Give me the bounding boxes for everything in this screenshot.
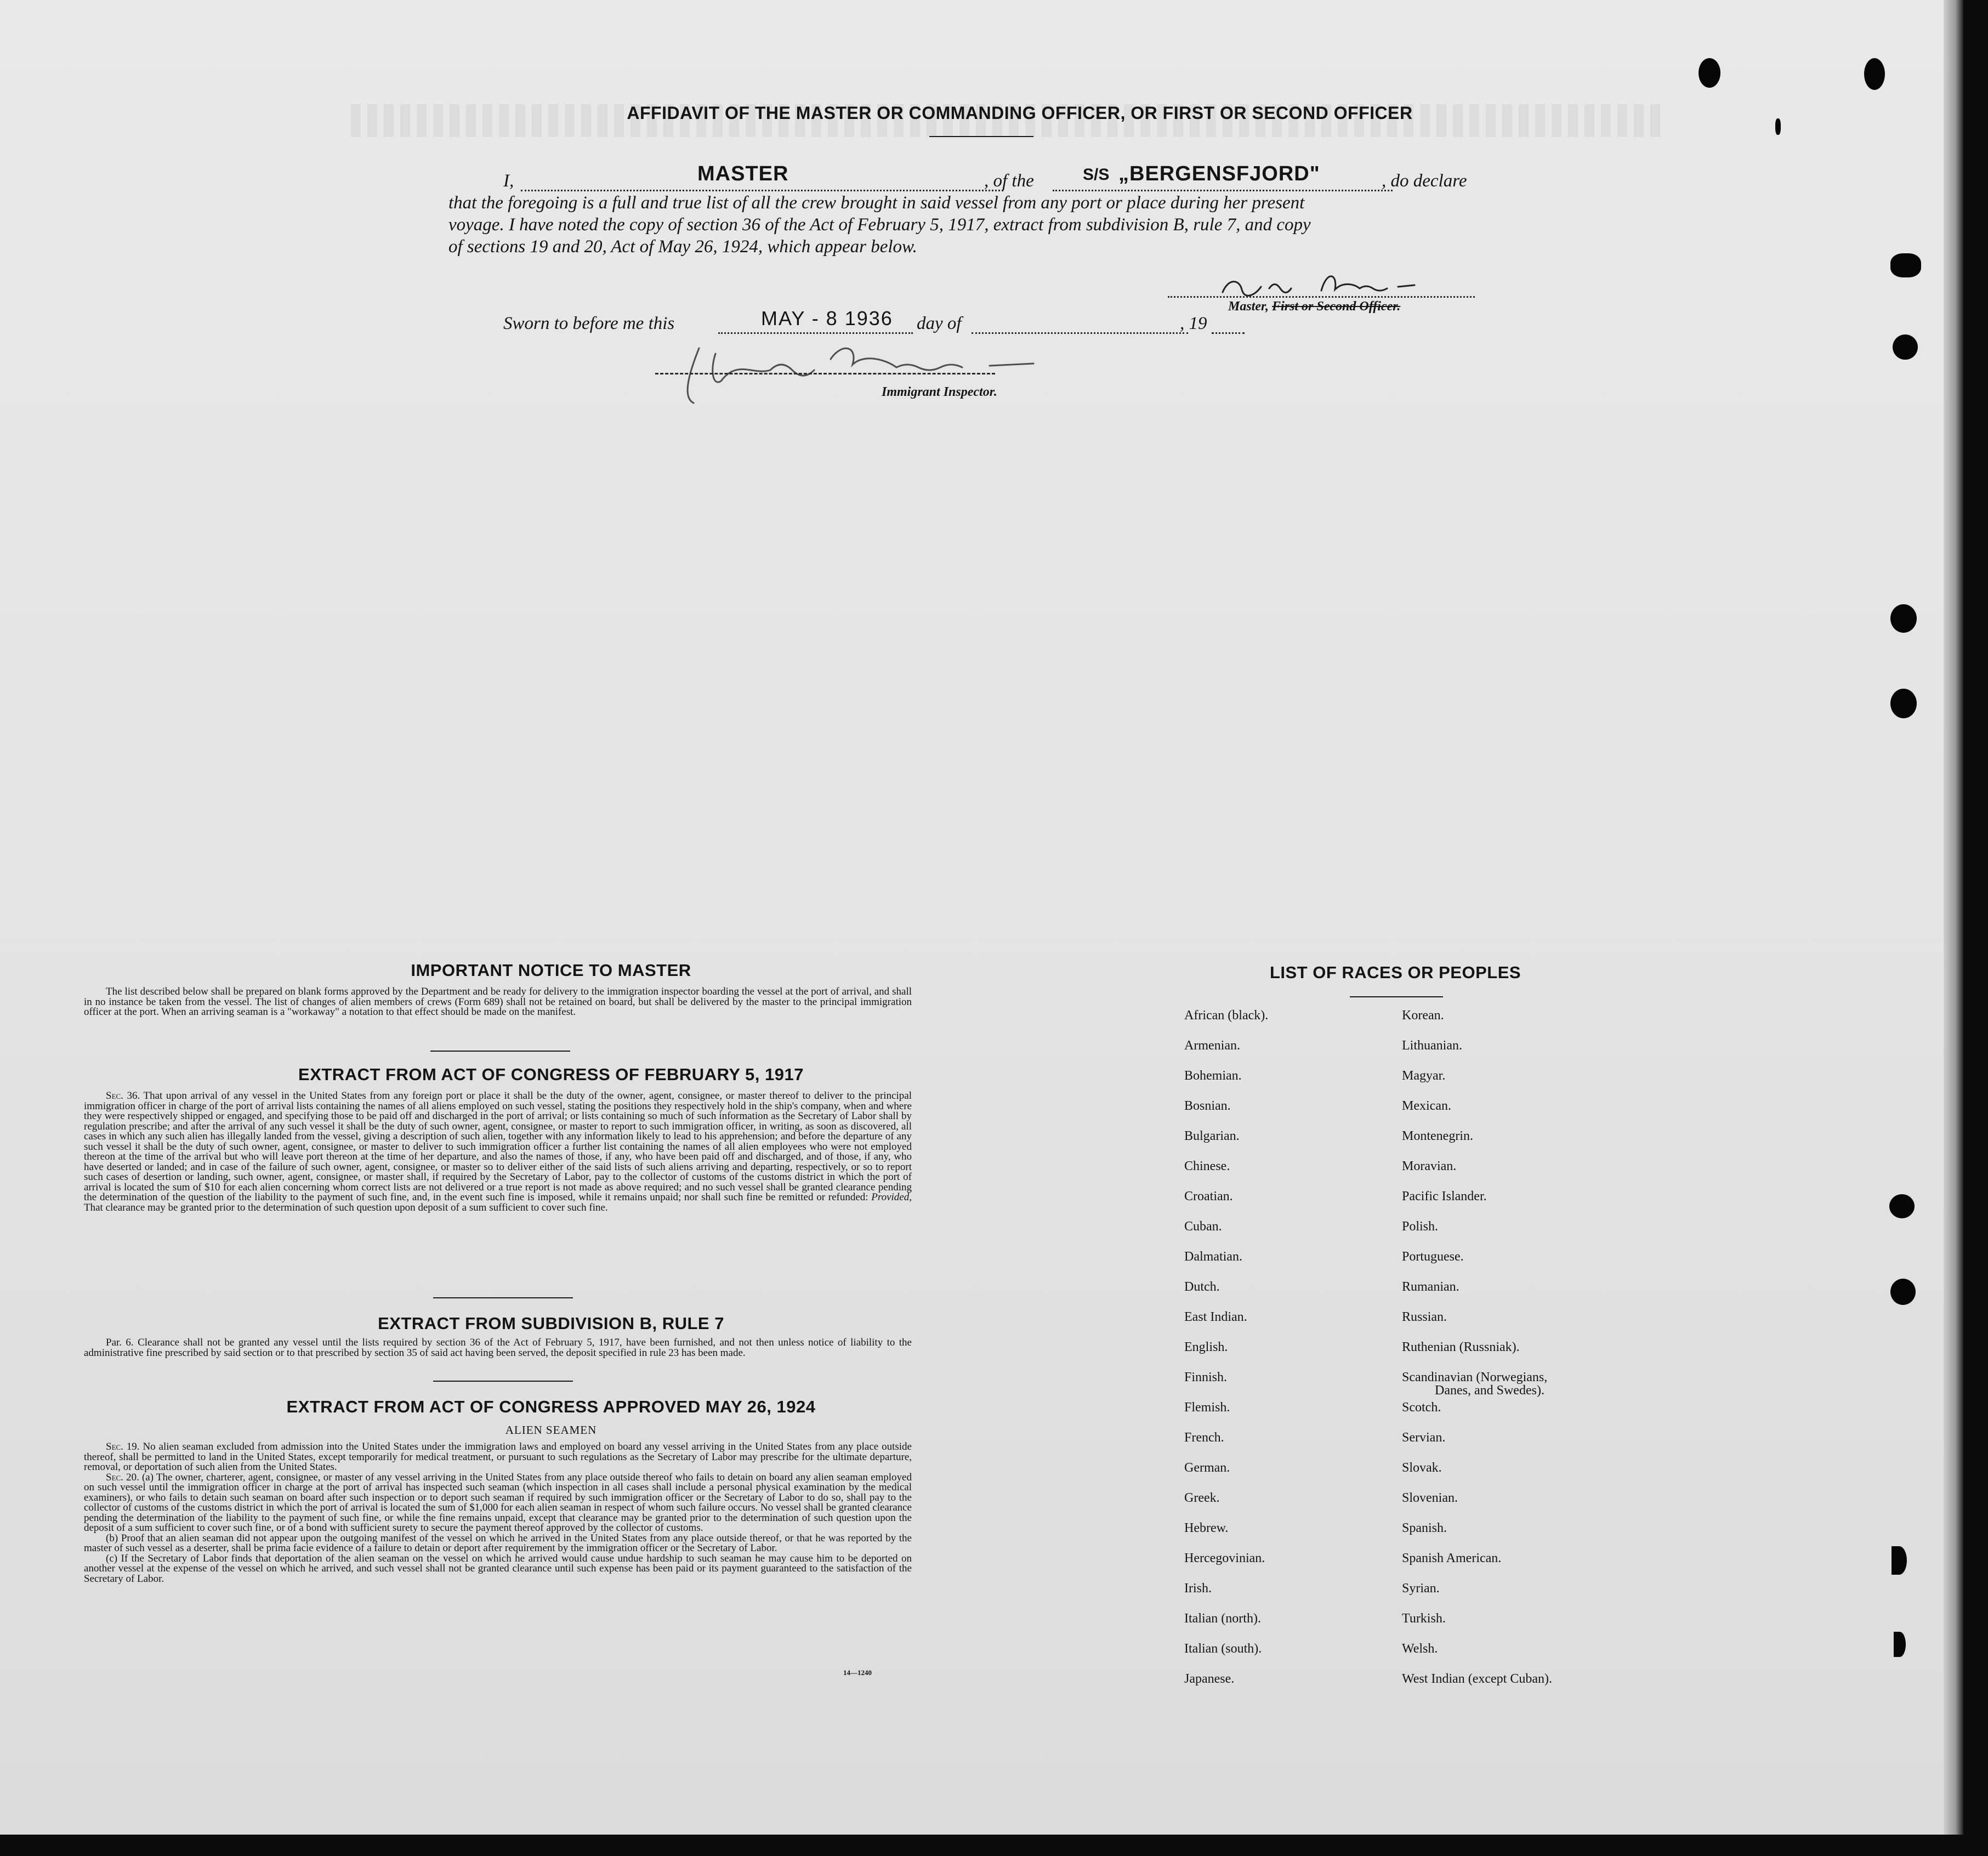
race-item: Hercegovinian. (1184, 1551, 1265, 1565)
race-item: Korean. (1402, 1008, 1444, 1023)
day-of-label: day of (917, 314, 962, 333)
punch-hole (1890, 253, 1921, 277)
race-item: Italian (north). (1184, 1611, 1261, 1626)
vessel-name: „BERGENSFJORD" (1118, 162, 1320, 185)
affidavit-body-line-2: voyage. I have noted the copy of section 36 of the Act of February 5, 1917, extract from subdivision B, rule 7, and copy (448, 215, 1311, 235)
rank-field-line (521, 190, 1003, 191)
race-item: Rumanian. (1402, 1280, 1459, 1294)
rule-7-title: EXTRACT FROM SUBDIVISION B, RULE 7 (378, 1314, 724, 1333)
inspector-signature-line (655, 373, 995, 374)
section-20b (84, 1534, 912, 1554)
race-item: East Indian. (1184, 1310, 1247, 1324)
section-20a-text: (a) The owner, charterer, agent, consignee, or master of any vessel arriving in the United States from any place outside thereof who fails to detain on board any alien seaman employed on such vessel until the immigration officer in charge at the port of arrival has inspected such seaman (which inspection in all cases shall include a personal physical examination by the medical examiners), or who fails to detain such seaman on board after such inspection or to deport such seaman if required by such immigration officer or the Secretary of Labor to do so, shall pay to the collector of customs of the customs district in which the port of arrival is located the sum of $1,000 for each alien seaman in respect of whom such failure occurs. No vessel shall be granted clearance pending the determination of the liability to the payment of such fine, or while the fine remains unpaid, except that clearance may be granted prior to the determination of such question upon the deposit of a sum sufficient to cover such fine, or of a bond with sufficient surety to secure the payment thereof approved by the collector of customs. (84, 1471, 912, 1534)
punch-mark (1775, 118, 1781, 135)
page-edge-shadow (1944, 0, 1963, 1835)
race-item: Spanish. (1402, 1521, 1447, 1535)
extract-1924-title: EXTRACT FROM ACT OF CONGRESS APPROVED MAY 26, 1924 (286, 1397, 816, 1416)
race-item: Ruthenian (Russniak). (1402, 1340, 1520, 1354)
affidavit-body-line-3: of sections 19 and 20, Act of May 26, 1924, which appear below. (448, 237, 917, 257)
race-item: Montenegrin. (1402, 1129, 1473, 1143)
race-item: Polish. (1402, 1219, 1439, 1234)
provided-label: Provided, (871, 1191, 912, 1203)
punch-hole (1892, 1546, 1907, 1575)
rule-7-text: Par. 6. Clearance shall not be granted any vessel until the lists required by section 36 of the Act of February 5, 1917, have been furnished, and not then unless notice of liability to the administrative fine prescribed by said section or to that prescribed by section 35 of said act having been served, the deposit specified in rule 23 has been made. (84, 1337, 912, 1359)
race-item: Portuguese. (1402, 1250, 1464, 1264)
race-item: Croatian. (1184, 1189, 1233, 1204)
race-item: Magyar. (1402, 1069, 1446, 1083)
punch-hole (1699, 58, 1720, 88)
extract-1917-title: EXTRACT FROM ACT OF CONGRESS OF FEBRUARY 5, 1917 (298, 1065, 804, 1084)
race-item: Flemish. (1184, 1400, 1230, 1415)
race-item: Welsh. (1402, 1642, 1438, 1656)
race-item: Dutch. (1184, 1280, 1220, 1294)
race-item: German. (1184, 1461, 1230, 1475)
race-item: Chinese. (1184, 1159, 1230, 1173)
master-label (1228, 299, 1400, 314)
race-item: Servian. (1402, 1431, 1446, 1445)
race-item: Cuban. (1184, 1219, 1222, 1234)
affidavit-title: AFFIDAVIT OF THE MASTER OR COMMANDING OFFICER, OR FIRST OR SECOND OFFICER (627, 103, 1413, 123)
punch-hole (1890, 689, 1917, 718)
year-line (1212, 332, 1245, 334)
race-item: Finnish. (1184, 1370, 1228, 1384)
section-20c-text: (c) If the Secretary of Labor finds that deportation of the alien seaman on the vessel on which he arrived would cause undue hardship to such seaman he may cause him to be deported on another vessel at the expense of the vessel on which he arrived, and such vessel shall not be granted clearance until such expense has been paid or its payment guaranteed to the satisfaction of the Secretary of Labor. (84, 1552, 912, 1585)
section-19-text: No alien seaman excluded from admission into the United States under the immigration laws and employed on board any vessel arriving in the United States from any place outside thereof, shall be permitted to land in the United States, except temporarily for medical treatment, or pursuant to such regulations as the Secretary of Labor may prescribe for the ultimate departure, removal, or deportation of such alien from the United States. (84, 1441, 912, 1473)
race-item: African (black). (1184, 1008, 1269, 1023)
rank-value: MASTER (697, 162, 789, 185)
sworn-label: Sworn to before me this (503, 314, 675, 333)
race-item: West Indian (except Cuban). (1402, 1672, 1552, 1686)
race-item: Russian. (1402, 1310, 1447, 1324)
section-36-label: Sec. 36. (106, 1090, 140, 1102)
notice-divider (430, 1051, 570, 1052)
vessel-field-line (1053, 190, 1393, 191)
notice-title: IMPORTANT NOTICE TO MASTER (411, 961, 691, 980)
race-item: Syrian. (1402, 1581, 1440, 1596)
race-item: Moravian. (1402, 1159, 1457, 1173)
section-19 (84, 1442, 912, 1473)
races-list (1184, 1009, 1579, 1702)
race-item: Dalmatian. (1184, 1250, 1242, 1264)
extract-1917-body (84, 1091, 912, 1213)
rule-7-divider (433, 1381, 573, 1382)
section-20b-text: (b) Proof that an alien seaman did not appear upon the outgoing manifest of the vessel on which he arrived in the United States from any place outside thereof, or that he was reported by the master of such vessel as a deserter, shall be prima facie evidence of a failure to detain or deport after requirement by the immigration officer or the Secretary of Labor. (84, 1532, 912, 1554)
notice-body-text: The list described below shall be prepared on blank forms approved by the Department and be ready for delivery to the immigration inspector boarding the vessel at the port of arrival, and shall in no instance be taken from the vessel. The list of changes of alien members of crews (Form 689) shall not be retained on board, but shall be delivered by the master to the principal immigration officer at the port. When an arriving seaman is a "workaway" a notation to that effect should be made on the manifest. (84, 986, 912, 1018)
sworn-date-stamp: MAY - 8 1936 (761, 307, 893, 330)
section-20c (84, 1554, 912, 1585)
race-item: Turkish. (1402, 1611, 1446, 1626)
struck-officer-label: First or Second Officer. (1272, 299, 1401, 314)
race-item: Spanish American. (1402, 1551, 1502, 1565)
master-label-text: Master, (1228, 299, 1269, 314)
day-of-line (972, 332, 1188, 334)
master-signature (1217, 268, 1436, 300)
race-item: Greek. (1184, 1491, 1220, 1505)
vessel-prefix: S/S (1083, 166, 1110, 184)
punch-hole (1894, 1632, 1906, 1657)
do-declare-label: , do declare (1382, 171, 1467, 191)
section-20-label: Sec. 20. (106, 1471, 139, 1483)
extract-1924-body (84, 1442, 912, 1584)
race-item: Irish. (1184, 1581, 1212, 1596)
race-item: Scotch. (1402, 1400, 1441, 1415)
race-item: Slovenian. (1402, 1491, 1458, 1505)
race-item: Italian (south). (1184, 1642, 1262, 1656)
master-signature-line (1168, 296, 1475, 298)
extract-1917-divider (433, 1297, 573, 1298)
punch-hole (1889, 1194, 1915, 1218)
race-item: Japanese. (1184, 1672, 1235, 1686)
of-the-label: , of the (984, 171, 1034, 191)
race-item: Lithuanian. (1402, 1038, 1462, 1053)
race-item: Bosnian. (1184, 1099, 1231, 1113)
races-title-rule (1350, 996, 1443, 997)
notice-body (84, 987, 912, 1018)
rule-7-body (84, 1338, 912, 1358)
section-20a (84, 1473, 912, 1534)
year-prefix: , 19 (1180, 314, 1207, 333)
sworn-date-line (718, 332, 913, 334)
race-item: English. (1184, 1340, 1228, 1354)
race-item: Scandinavian (Norwegians, (1402, 1370, 1548, 1384)
race-item: French. (1184, 1431, 1224, 1445)
affidavit-title-rule (929, 136, 1033, 137)
section-36-text: That upon arrival of any vessel in the United States from any foreign port or place it shall be the duty of the owner, agent, consignee, or master thereof to deliver to the principal immigration officer in charge of the port of arrival lists containing the names of all aliens employed on such vessel, stating the positions they respectively hold in the ship's company, when and where they were respectively shipped or engaged, and specifying those to be paid off and discharged in the port of arrival; or lists containing so much of such information as the Secretary of Labor shall by regulation prescribe; and after the arrival of any such vessel it shall be the duty of such owner, agent, consignee, or master to report to such immigration officer, in writing, as soon as discovered, all cases in which any such alien has illegally landed from the vessel, giving a description of such alien, together with any information likely to lead to his apprehension; and before the departure of any such vessel it shall be the duty of such owner, agent, consignee, or master to deliver to such immigration officer a further list containing the names of all alien employees who were not employed thereon at the time of the arrival but who will leave port thereon at the time of her departure, and also the names of those, if any, who have been paid off and discharged, and of those, if any, who have deserted or landed; and in case of the failure of such owner, agent, consignee, or master so to deliver either of the said lists of such aliens arriving and departing, respectively, or so to report such cases of desertion or landing, such owner, agent, consignee, or master shall, if required by the Secretary of Labor, pay to the collector of customs of the customs district in which the port of arrival is located the sum of $10 for each alien concerning whom correct lists are not delivered or a true report is not made as above required; and no such vessel shall be granted clearance pending the determination of the question of the liability to the payment of such fine, and, in the event such fine is imposed, while it remains unpaid; nor shall such fine be remitted or refunded: (84, 1090, 912, 1203)
races-title: LIST OF RACES OR PEOPLES (1269, 963, 1521, 982)
race-item: Hebrew. (1184, 1521, 1229, 1535)
race-item: Pacific Islander. (1402, 1189, 1487, 1204)
section-36-text-end: That clearance may be granted prior to the determination of such question upon deposit of a sum sufficient to cover such fine. (84, 1201, 608, 1213)
punch-hole (1890, 604, 1917, 633)
punch-hole (1864, 58, 1885, 90)
punch-hole (1890, 1279, 1916, 1305)
punch-hole (1893, 334, 1918, 360)
race-item: Bohemian. (1184, 1069, 1242, 1083)
alien-seamen-subtitle: ALIEN SEAMEN (505, 1423, 597, 1437)
race-item: Danes, and Swedes). (1435, 1383, 1544, 1398)
race-item: Armenian. (1184, 1038, 1240, 1053)
section-19-label: Sec. 19. (106, 1441, 140, 1452)
affidavit-body-line-1: that the foregoing is a full and true list of all the crew brought in said vessel from any port or place during her present (448, 193, 1305, 213)
affidavit-pronoun: I, (503, 171, 514, 191)
race-item: Mexican. (1402, 1099, 1451, 1113)
race-item: Bulgarian. (1184, 1129, 1240, 1143)
form-number: 14—1240 (843, 1668, 872, 1677)
race-item: Slovak. (1402, 1461, 1442, 1475)
inspector-label: Immigrant Inspector. (882, 385, 997, 399)
